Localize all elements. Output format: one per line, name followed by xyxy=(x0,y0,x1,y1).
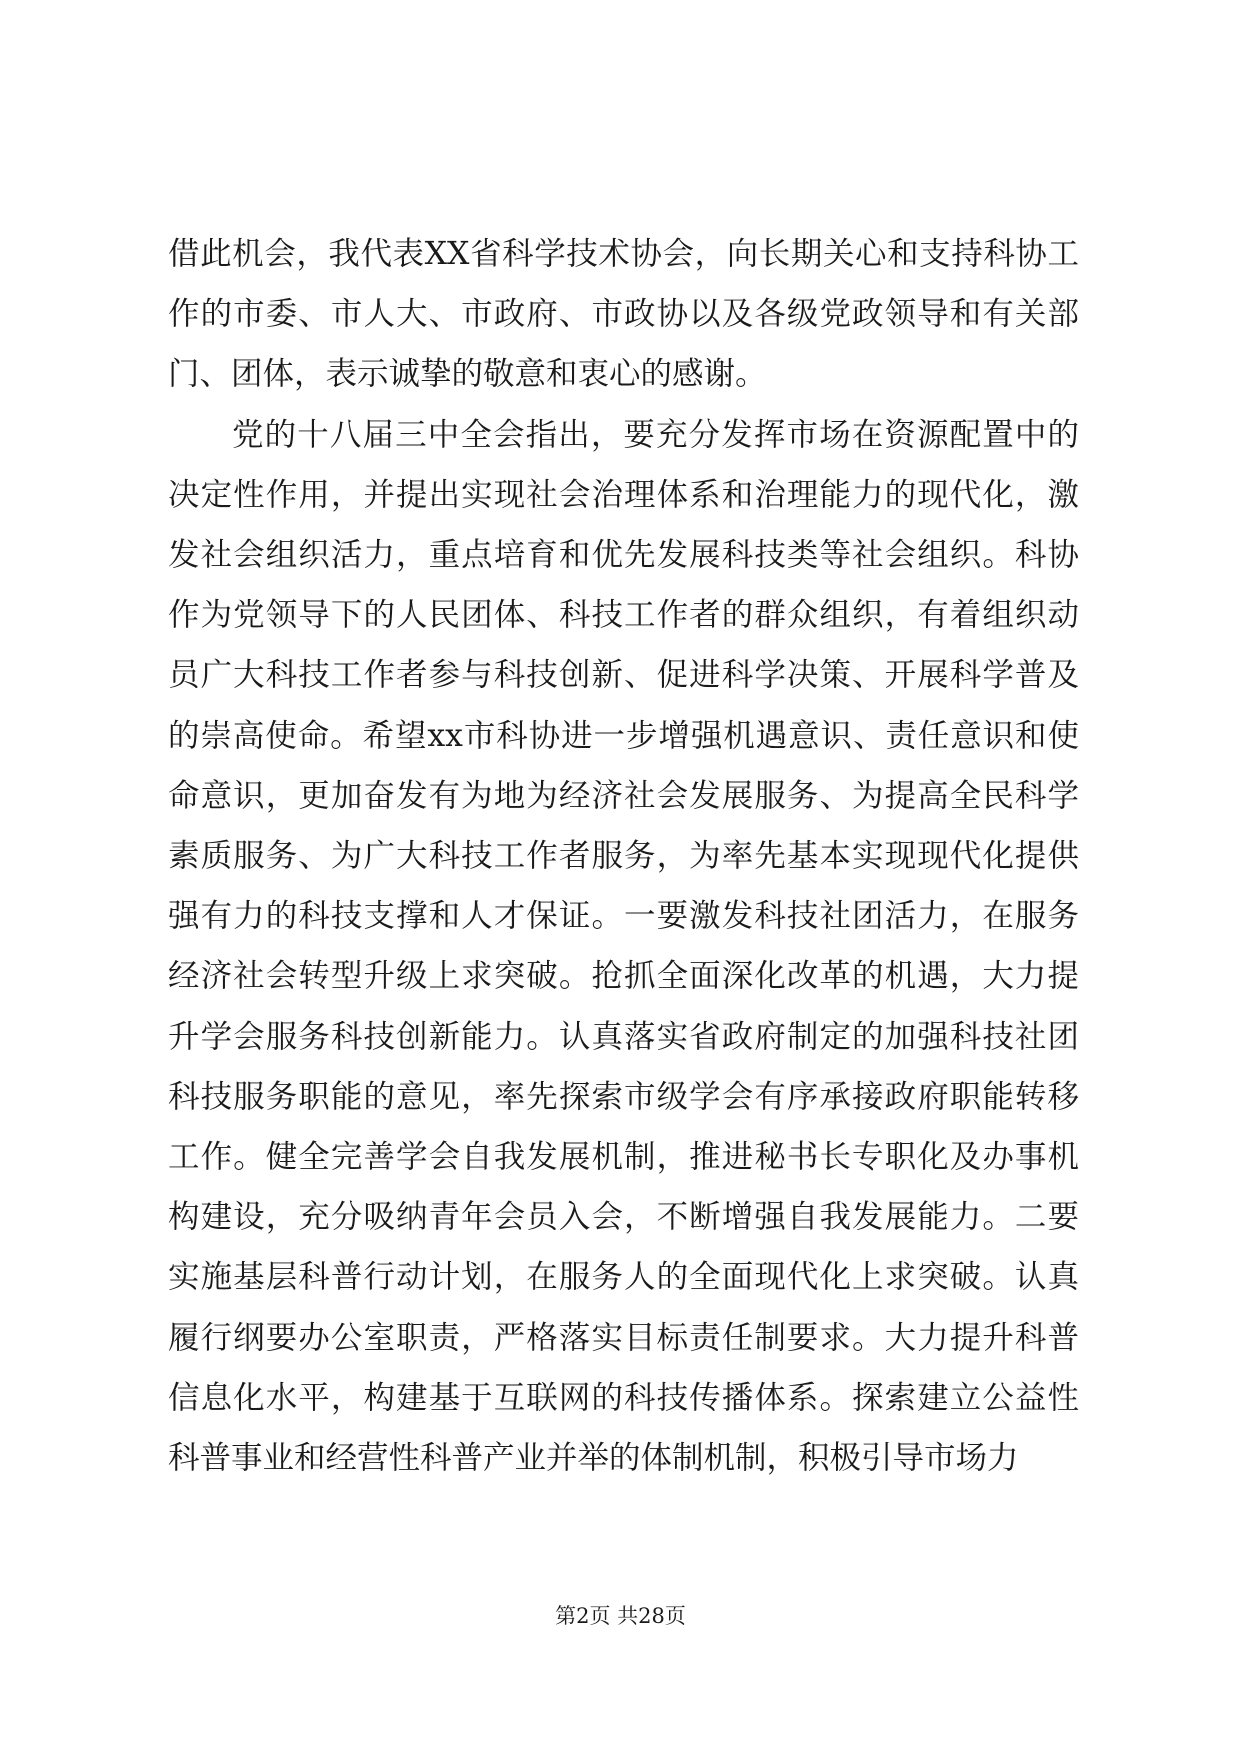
paragraph-thanks: 借此机会，我代表XX省科学技术协会，向长期关心和支持科协工作的市委、市人大、市政府、市政协以及各级党政领导和有关部门、团体，表示诚挚的敬意和衷心的感谢。 xyxy=(168,236,1079,393)
page-number: 第2页 共28页 xyxy=(555,1604,686,1628)
document-body xyxy=(168,224,1079,1488)
paragraph-main: 党的十八届三中全会指出，要充分发挥市场在资源配置中的决定性作用，并提出实现社会治理体系和治理能力的现代化，激发社会组织活力，重点培育和优先发展科技类等社会组织。科协作为党领导下的人民团体、科技工作者的群众组织，有着组织动员广大科技工作者参与科技创新、促进科学决策、开展科学普及的崇高使命。希望xx市科协进一步增强机遇意识、责任意识和使命意识，更加奋发有为地为经济社会发展服务、为提高全民科学素质服务、为广大科技工作者服务，为率先基本实现现代化提供强有力的科技支撑和人才保证。一要激发科技社团活力，在服务经济社会转型升级上求突破。抢抓全面深化改革的机遇，大力提升学会服务科技创新能力。认真落实省政府制定的加强科技社团科技服务职能的意见，率先探索市级学会有序承接政府职能转移工作。健全完善学会自我发展机制，推进秘书长专职化及办事机构建设，充分吸纳青年会员入会，不断增强自我发展能力。二要实施基层科普行动计划，在服务人的全面现代化上求突破。认真履行纲要办公室职责，严格落实目标责任制要求。大力提升科普信息化水平，构建基于互联网的科技传播体系。探索建立公益性科普事业和经营性科普产业并举的体制机制，积极引导市场力 xyxy=(168,416,1079,1477)
